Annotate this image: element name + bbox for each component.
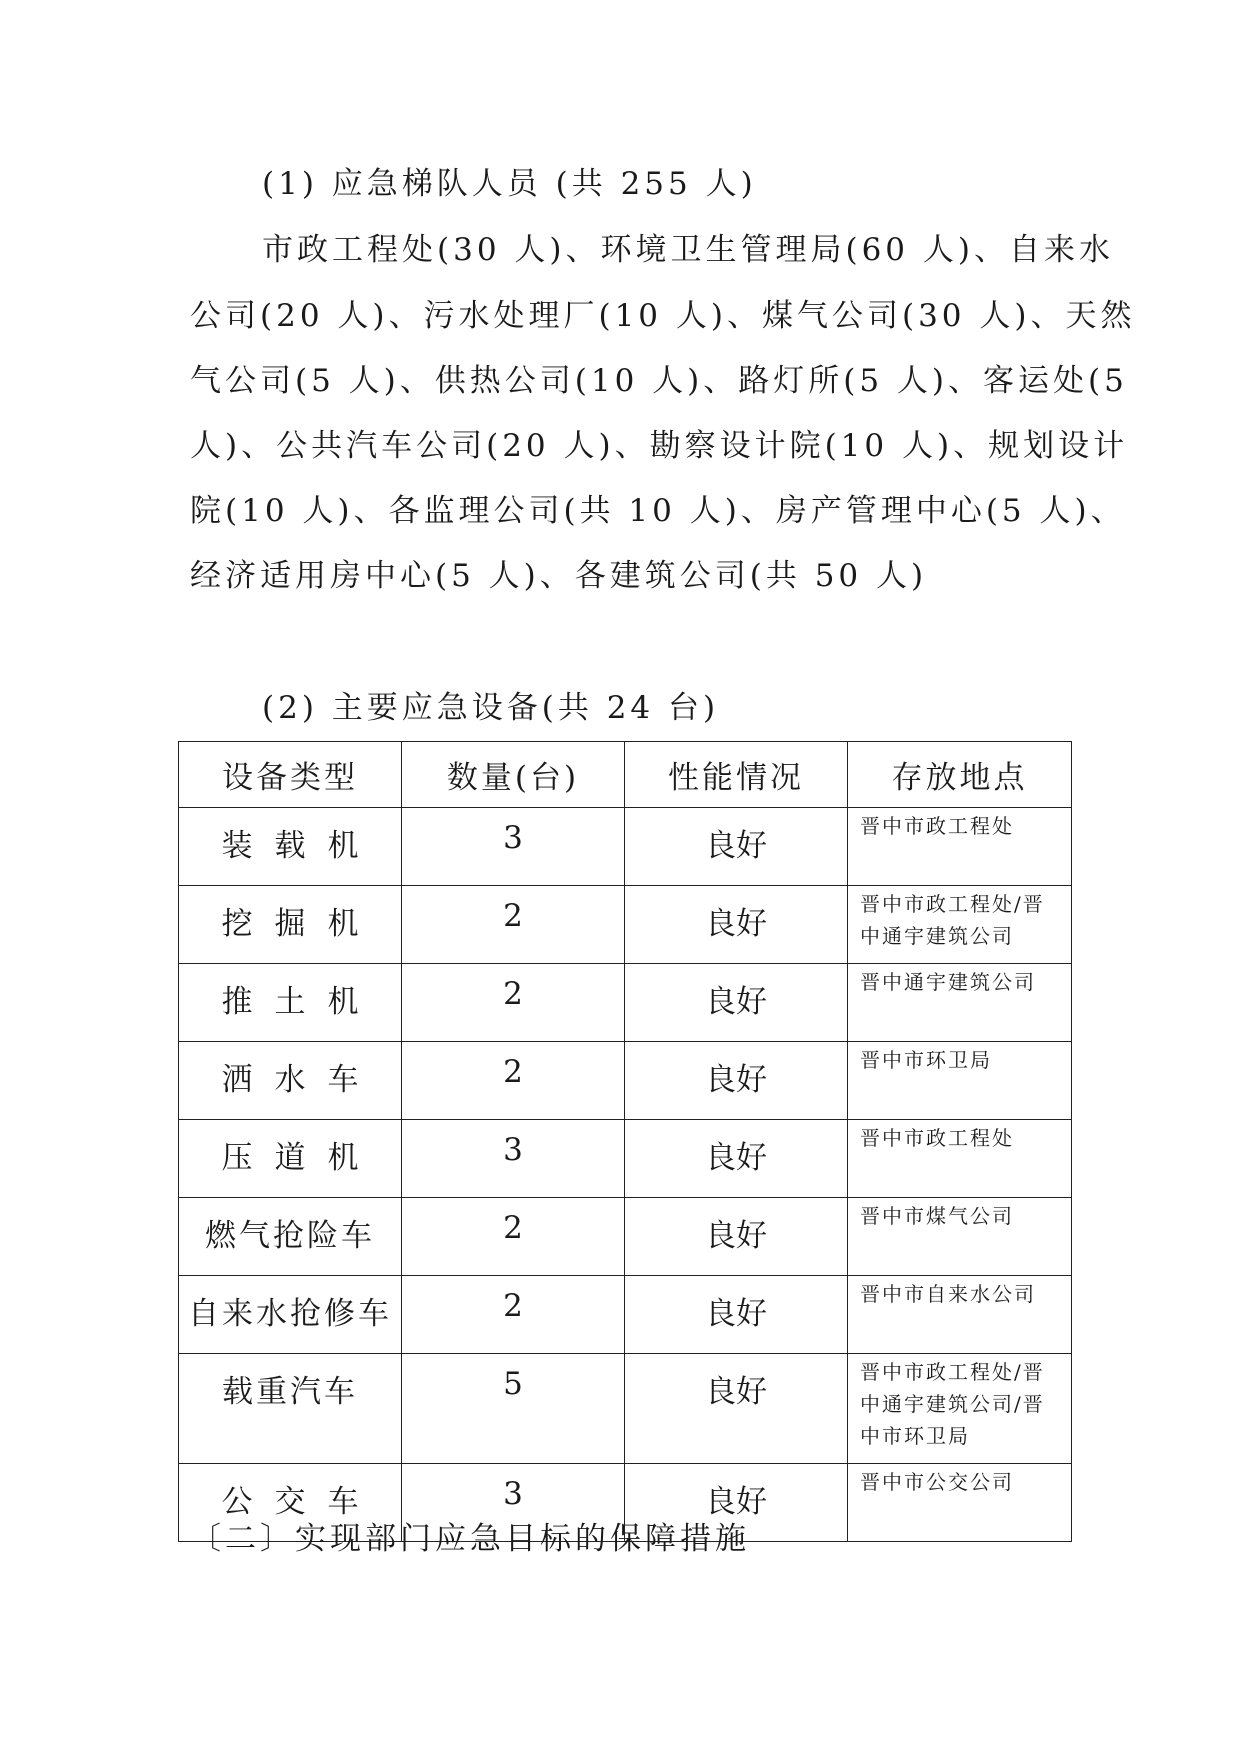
table-row <box>179 886 1072 964</box>
performance-cell: 良好 <box>625 808 848 886</box>
equipment-type-cell: 公交车 <box>221 1484 381 1520</box>
equipment-type-cell: 洒水车 <box>221 1062 381 1098</box>
table-header-row <box>179 742 1072 808</box>
location-cell: 晋中通宇建筑公司 <box>848 964 1072 1042</box>
location-cell: 晋中市政工程处 <box>848 1120 1072 1198</box>
quantity-cell: 3 <box>402 1120 625 1198</box>
paragraph-line: 气公司(5 人)、供热公司(10 人)、路灯所(5 人)、客运处(5 <box>190 363 1128 399</box>
location-cell: 晋中市环卫局 <box>848 1042 1072 1120</box>
paragraph-line: 市政工程处(30 人)、环境卫生管理局(60 人)、自来水 <box>262 232 1114 268</box>
performance-cell: 良好 <box>625 1198 848 1276</box>
table-row <box>179 1120 1072 1198</box>
equipment-type-cell: 压道机 <box>221 1140 381 1176</box>
quantity-cell: 2 <box>402 1198 625 1276</box>
equipment-type-cell: 装载机 <box>221 828 381 864</box>
header-equipment-type: 设备类型 <box>179 742 402 808</box>
table-row <box>179 1276 1072 1354</box>
paragraph-line: 人)、公共汽车公司(20 人)、勘察设计院(10 人)、规划设计 <box>190 428 1129 464</box>
location-cell: 晋中市公交公司 <box>848 1464 1072 1542</box>
quantity-cell: 2 <box>402 1042 625 1120</box>
performance-cell: 良好 <box>625 964 848 1042</box>
quantity-cell: 3 <box>402 1464 625 1542</box>
section2-heading: (2) 主要应急设备(共 24 台) <box>262 690 720 726</box>
equipment-type-cell: 推土机 <box>221 984 381 1020</box>
equipment-type-cell: 自来水抢修车 <box>179 1276 402 1354</box>
equipment-type-cell: 载重汽车 <box>179 1354 402 1464</box>
quantity-cell: 2 <box>402 964 625 1042</box>
section1-heading: (1) 应急梯队人员 (共 255 人) <box>262 166 757 202</box>
paragraph-line: 公司(20 人)、污水处理厂(10 人)、煤气公司(30 人)、天然 <box>190 298 1136 334</box>
location-cell: 晋中市政工程处 <box>848 808 1072 886</box>
table-row <box>179 1042 1072 1120</box>
table-row <box>179 1354 1072 1464</box>
performance-cell: 良好 <box>625 1354 848 1464</box>
quantity-cell: 3 <box>402 808 625 886</box>
table-row <box>179 1198 1072 1276</box>
location-cell: 晋中市自来水公司 <box>848 1276 1072 1354</box>
equipment-table <box>178 741 1072 1542</box>
table-row <box>179 964 1072 1042</box>
performance-cell: 良好 <box>625 1120 848 1198</box>
performance-cell: 良好 <box>625 1042 848 1120</box>
header-performance: 性能情况 <box>625 742 848 808</box>
header-location: 存放地点 <box>848 742 1072 808</box>
equipment-type-cell: 燃气抢险车 <box>179 1198 402 1276</box>
performance-cell: 良好 <box>625 1276 848 1354</box>
performance-cell: 良好 <box>625 1464 848 1542</box>
location-cell: 晋中市煤气公司 <box>848 1198 1072 1276</box>
equipment-type-cell: 挖掘机 <box>221 906 381 942</box>
quantity-cell: 2 <box>402 1276 625 1354</box>
quantity-cell: 2 <box>402 886 625 964</box>
header-quantity: 数量(台) <box>402 742 625 808</box>
performance-cell: 良好 <box>625 886 848 964</box>
section3-heading: 〔二〕实现部门应急目标的保障措施 <box>190 1521 750 1557</box>
location-cell: 晋中市政工程处/晋中通宇建筑公司/晋中市环卫局 <box>848 1354 1072 1464</box>
location-cell: 晋中市政工程处/晋中通宇建筑公司 <box>848 886 1072 964</box>
table-row <box>179 808 1072 886</box>
quantity-cell: 5 <box>402 1354 625 1464</box>
paragraph-line: 经济适用房中心(5 人)、各建筑公司(共 50 人) <box>190 558 928 594</box>
paragraph-line: 院(10 人)、各监理公司(共 10 人)、房产管理中心(5 人)、 <box>190 493 1126 529</box>
